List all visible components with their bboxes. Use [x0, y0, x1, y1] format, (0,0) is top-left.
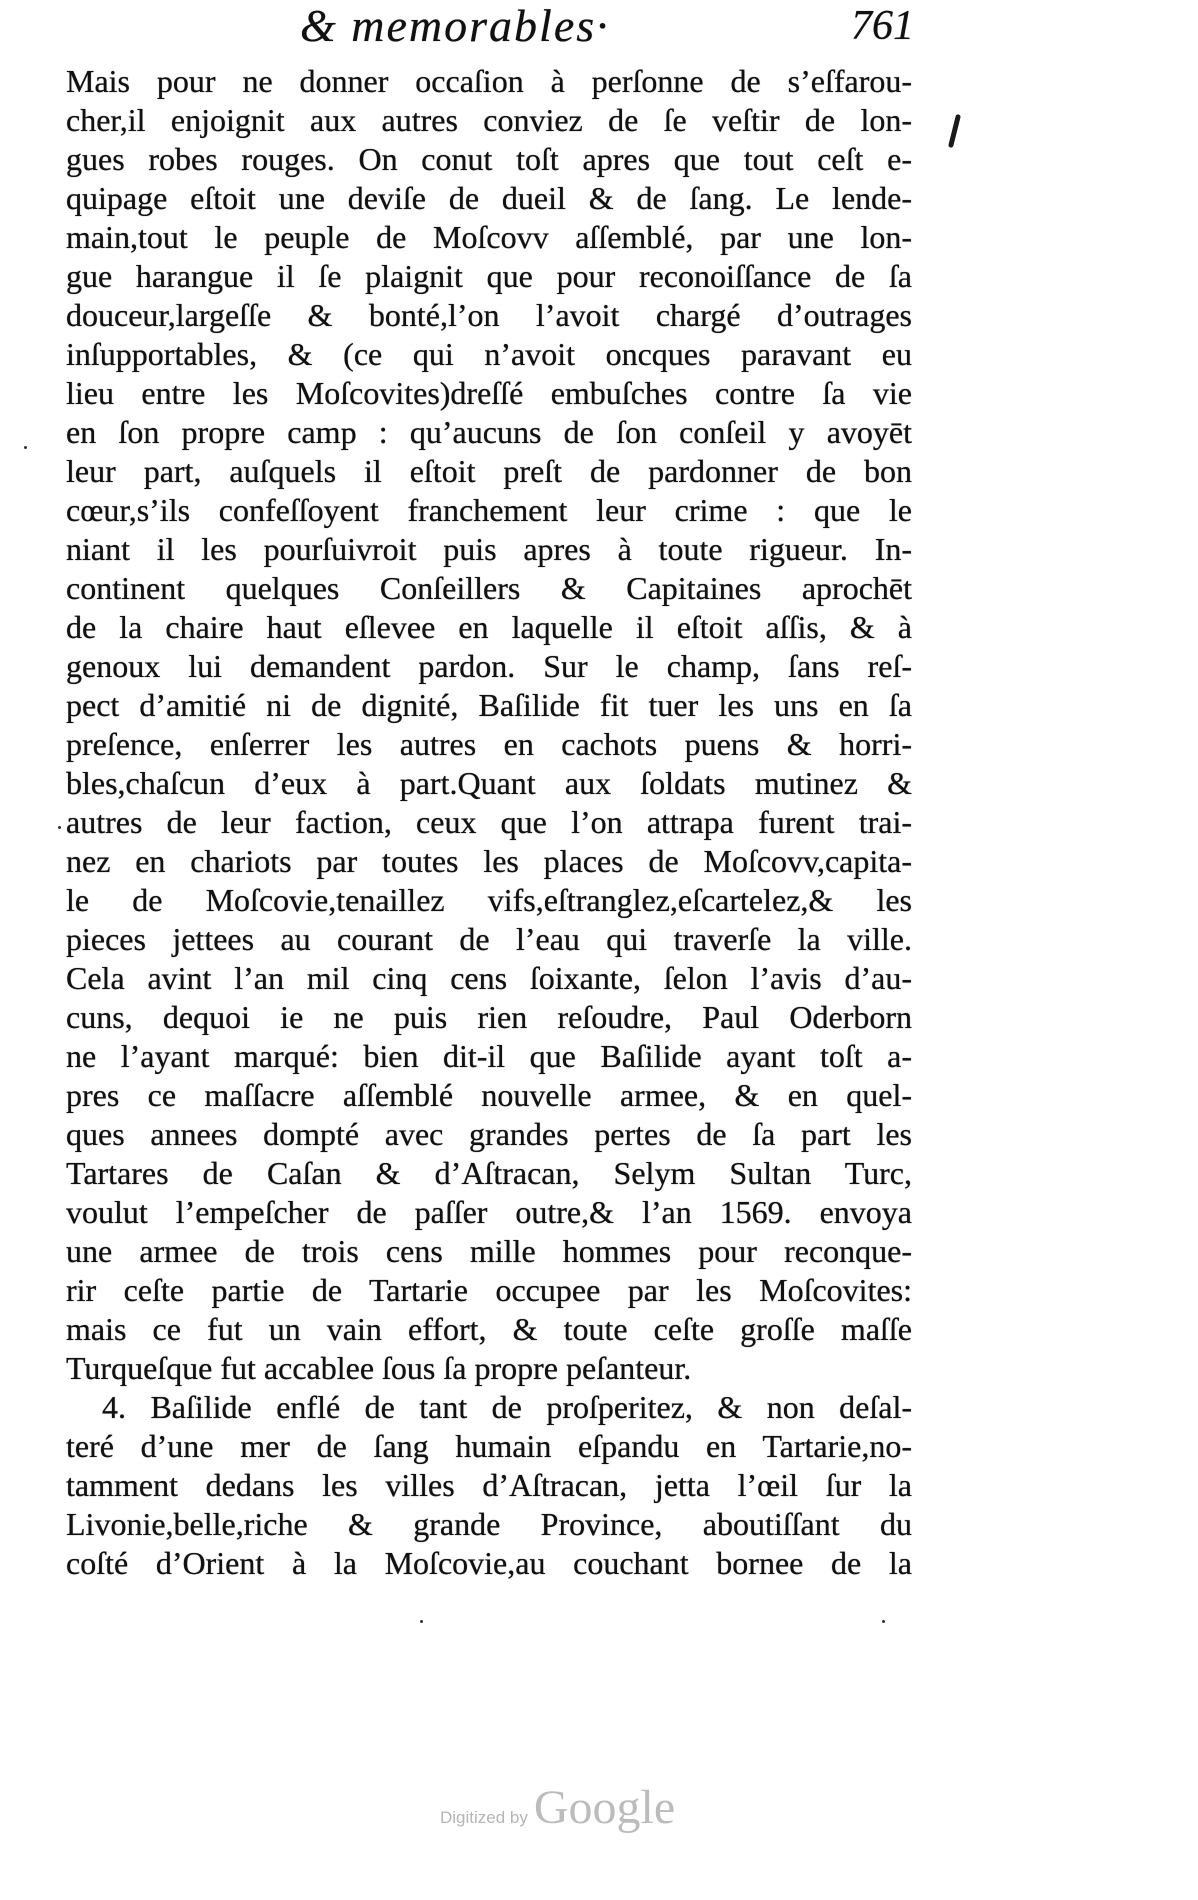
text-line: Livonie,belle,riche & grande Province, aboutiſſant du	[66, 1506, 912, 1542]
margin-ink-mark	[948, 114, 961, 148]
text-line: pieces jettees au courant de l’eau qui traverſe la ville.	[66, 921, 912, 957]
text-line: inſupportables, & (ce qui n’avoit oncques paravant eu	[66, 336, 912, 372]
text-line: continent quelques Conſeillers & Capitaines aprochēt	[66, 570, 912, 606]
text-line: douceur,largeſſe & bonté,l’on l’avoit chargé d’outrages	[66, 297, 912, 333]
ink-speck	[24, 446, 27, 449]
text-line: voulut l’empeſcher de paſſer outre,& l’an 1569. envoya	[66, 1194, 912, 1230]
text-line: Cela avint l’an mil cinq cens ſoixante, ſelon l’avis d’au-	[66, 960, 912, 996]
text-line: bles,chaſcun d’eux à part.Quant aux ſoldats mutinez &	[66, 765, 912, 801]
text-line: en ſon propre camp : qu’aucuns de ſon conſeil y avoyēt	[66, 414, 912, 450]
body-text	[66, 62, 912, 1583]
ink-speck	[58, 826, 61, 829]
text-line: coſté d’Orient à la Moſcovie,au couchant bornee de la	[66, 1545, 912, 1581]
text-line: ne l’ayant marqué: bien dit-il que Baſilide ayant toſt a-	[66, 1038, 912, 1074]
text-line: main,tout le peuple de Moſcovv aſſemblé, par une lon-	[66, 219, 912, 255]
text-line: cher,il enjoignit aux autres conviez de ſe veſtir de lon-	[66, 102, 912, 138]
text-line: gue harangue il ſe plaignit que pour reconoiſſance de ſa	[66, 258, 912, 294]
text-line: preſence, enſerrer les autres en cachots puens & horri-	[66, 726, 912, 762]
text-line: Turqueſque fut accablee ſous ſa propre peſanteur.	[66, 1350, 692, 1386]
ink-speck	[882, 1620, 885, 1623]
text-line: de la chaire haut eſlevee en laquelle il eſtoit aſſis, & à	[66, 609, 912, 645]
text-line: quipage eſtoit une deviſe de dueil & de ſang. Le lende-	[66, 180, 912, 216]
page-number: 761	[851, 3, 914, 49]
text-line: gues robes rouges. On conut toſt apres que tout ceſt e-	[66, 141, 912, 177]
text-line: tamment dedans les villes d’Aſtracan, jetta l’œil ſur la	[66, 1467, 912, 1503]
text-line: lieu entre les Moſcovites)dreſſé embuſches contre ſa vie	[66, 375, 912, 411]
text-line: le de Moſcovie,tenaillez vifs,eſtranglez,eſcartelez,& les	[66, 882, 912, 918]
text-line: cuns, dequoi ie ne puis rien reſoudre, Paul Oderborn	[66, 999, 912, 1035]
text-line: mais ce fut un vain effort, & toute ceſte groſſe maſſe	[66, 1311, 912, 1347]
text-line: genoux lui demandent pardon. Sur le champ, ſans reſ-	[66, 648, 912, 684]
text-line: rir ceſte partie de Tartarie occupee par les Moſcovites:	[66, 1272, 912, 1308]
digitization-watermark	[440, 1780, 675, 1836]
text-line: une armee de trois cens mille hommes pour reconque-	[66, 1233, 912, 1269]
watermark-prefix: Digitized by	[440, 1808, 528, 1827]
text-line: cœur,s’ils confeſſoyent franchement leur crime : que le	[66, 492, 912, 528]
text-line: Mais pour ne donner occaſion à perſonne de s’eſfarou-	[66, 63, 912, 99]
text-line: 4. Baſilide enflé de tant de proſperitez, & non deſal-	[102, 1389, 912, 1425]
text-line: autres de leur faction, ceux que l’on attrapa furent trai-	[66, 804, 912, 840]
watermark-brand: Google	[533, 1781, 676, 1834]
text-line: pres ce maſſacre aſſemblé nouvelle armee, & en quel-	[66, 1077, 912, 1113]
ink-speck	[420, 1620, 423, 1623]
text-line: leur part, auſquels il eſtoit preſt de pardonner de bon	[66, 453, 912, 489]
text-line: pect d’amitié ni de dignité, Baſilide fit tuer les uns en ſa	[66, 687, 912, 723]
running-title: & memorables·	[300, 0, 610, 51]
text-line: nez en chariots par toutes les places de Moſcovv,capita-	[66, 843, 912, 879]
text-line: niant il les pourſuivroit puis apres à toute rigueur. In-	[66, 531, 912, 567]
text-line: Tartares de Caſan & d’Aſtracan, Selym Sultan Turc,	[66, 1155, 912, 1191]
text-line: ques annees dompté avec grandes pertes de ſa part les	[66, 1116, 912, 1152]
text-line: teré d’une mer de ſang humain eſpandu en Tartarie,no-	[66, 1428, 912, 1464]
